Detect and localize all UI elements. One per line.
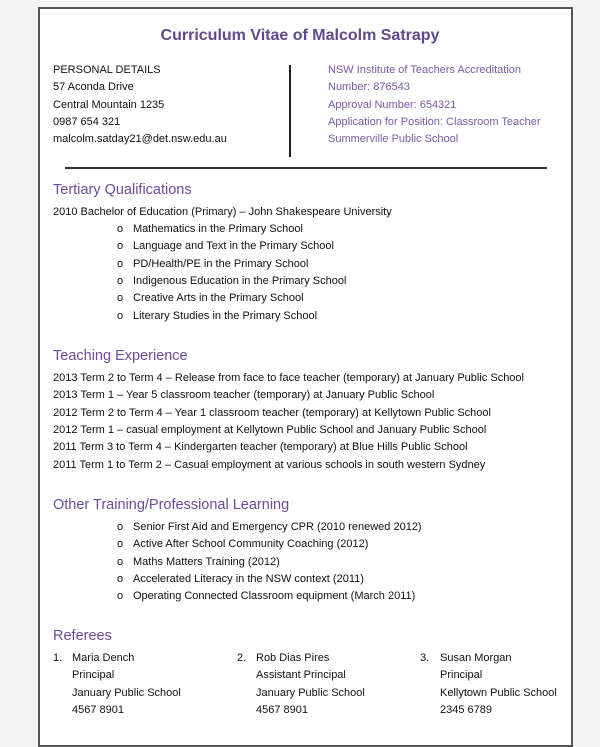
- divider-horizontal: [65, 167, 547, 169]
- page-title: Curriculum Vitae of Malcolm Satrapy: [160, 27, 440, 44]
- referee-name: Maria Dench: [72, 652, 135, 664]
- bullet-icon: o: [117, 572, 124, 585]
- bullet-icon: o: [117, 292, 124, 305]
- referee-phone: 4567 8901: [256, 703, 308, 716]
- referee-number: 3.: [420, 652, 430, 664]
- degree: 2010 Bachelor of Education (Primary) – John Shakespeare University: [53, 206, 392, 218]
- tertiary-heading: Tertiary Qualifications: [53, 182, 192, 198]
- referee-name: Rob Dias Pires: [256, 652, 330, 664]
- experience-item: 2011 Term 3 to Term 4 – Kindergarten teacher (temporary) at Blue Hills Public School: [53, 441, 468, 454]
- referee-role: Assistant Principal: [256, 669, 346, 682]
- referee-phone: 4567 8901: [72, 703, 124, 716]
- accreditation-line: NSW Institute of Teachers Accreditation: [328, 64, 521, 76]
- accreditation-line: Summerville Public School: [328, 133, 459, 146]
- accreditation-line: Approval Number: 654321: [328, 98, 457, 111]
- personal-line: 0987 654 321: [53, 115, 121, 128]
- training-heading: Other Training/Professional Learning: [53, 497, 290, 513]
- referee-school: January Public School: [256, 686, 365, 699]
- experience-item: 2013 Term 1 – Year 5 classroom teacher (temporary) at January Public School: [53, 389, 435, 402]
- bullet-icon: o: [117, 309, 124, 322]
- training-item: Maths Matters Training (2012): [133, 555, 280, 568]
- bullet-icon: o: [117, 223, 124, 235]
- referees-heading: Referees: [53, 628, 112, 644]
- course-item: Creative Arts in the Primary School: [133, 292, 304, 305]
- bullet-icon: o: [117, 538, 124, 551]
- course-item: Literary Studies in the Primary School: [133, 309, 318, 322]
- personal-line: 57 Aconda Drive: [53, 81, 134, 94]
- experience-item: 2011 Term 1 to Term 2 – Casual employment at various schools in south western Sydney: [53, 458, 486, 471]
- accreditation-line: Application for Position: Classroom Teacher: [328, 115, 541, 128]
- bullet-icon: o: [117, 555, 124, 568]
- referee-name: Susan Morgan: [440, 652, 512, 664]
- bullet-icon: o: [117, 274, 124, 287]
- bullet-icon: o: [117, 240, 124, 253]
- referee-role: Principal: [440, 669, 483, 682]
- training-item: Accelerated Literacy in the NSW context (2011): [133, 572, 364, 585]
- bullet-icon: o: [117, 521, 124, 533]
- referee-number: 1.: [53, 652, 63, 664]
- course-item: Language and Text in the Primary School: [133, 240, 334, 253]
- personal-line: Central Mountain 1235: [53, 98, 165, 111]
- training-item: Operating Connected Classroom equipment (March 2011): [133, 590, 416, 603]
- referee-number: 2.: [237, 652, 247, 664]
- divider-vertical: [289, 65, 291, 157]
- course-item: Indigenous Education in the Primary School: [133, 274, 347, 287]
- course-item: Mathematics in the Primary School: [133, 223, 303, 235]
- experience-item: 2012 Term 1 – casual employment at Kellytown Public School and January Public School: [53, 423, 487, 436]
- course-item: PD/Health/PE in the Primary School: [133, 257, 309, 270]
- referee-school: January Public School: [72, 686, 181, 699]
- experience-item: 2013 Term 2 to Term 4 – Release from face to face teacher (temporary) at January Public School: [53, 372, 524, 384]
- training-item: Active After School Community Coaching (2012): [133, 538, 369, 551]
- referee-phone: 2345 6789: [440, 703, 492, 716]
- referee-role: Principal: [72, 669, 115, 682]
- bullet-icon: o: [117, 590, 124, 603]
- referee-school: Kellytown Public School: [440, 686, 557, 699]
- bullet-icon: o: [117, 257, 124, 270]
- personal-line: PERSONAL DETAILS: [53, 64, 161, 76]
- experience-item: 2012 Term 2 to Term 4 – Year 1 classroom teacher (temporary) at Kellytown Public School: [53, 406, 491, 419]
- teaching-heading: Teaching Experience: [53, 348, 188, 364]
- personal-line: malcolm.satday21@det.nsw.edu.au: [53, 133, 227, 146]
- accreditation-line: Number: 876543: [328, 81, 410, 94]
- training-item: Senior First Aid and Emergency CPR (2010 renewed 2012): [133, 521, 422, 533]
